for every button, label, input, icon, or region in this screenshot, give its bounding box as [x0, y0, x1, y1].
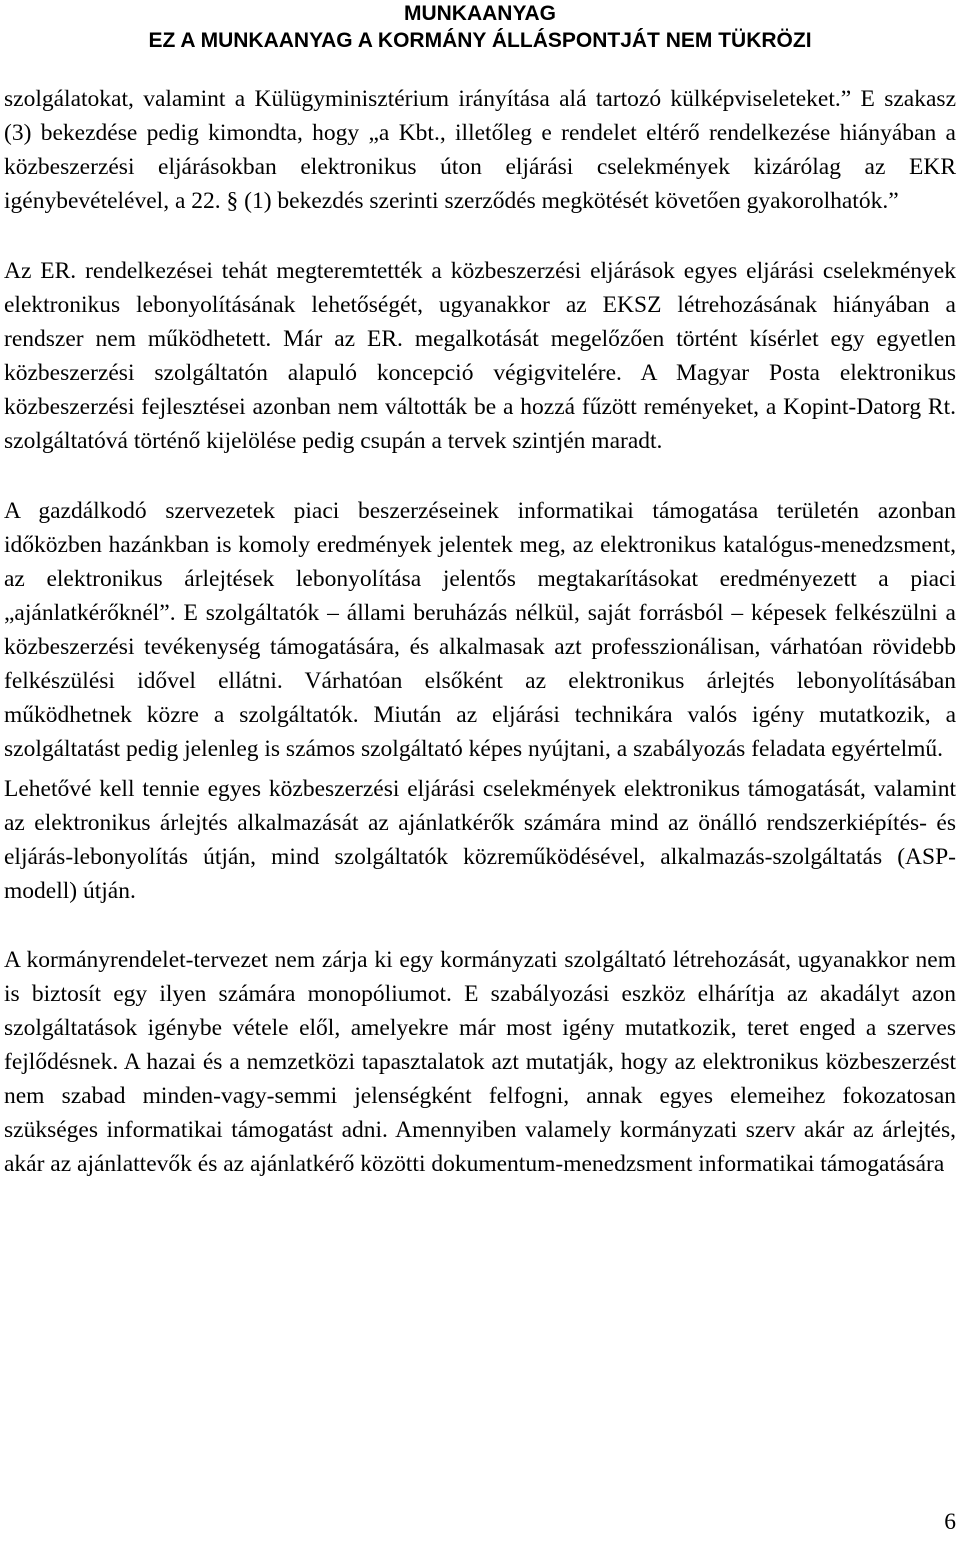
header-disclaimer: EZ A MUNKAANYAG A KORMÁNY ÁLLÁSPONTJÁT NEM TÜKRÖZI	[148, 29, 812, 52]
paragraph-2: Az ER. rendelkezései tehát megteremtették a közbeszerzési eljárások egyes eljárási cselekmények elektronikus lebonyolításának lehetőségét, ugyanakkor az EKSZ létrehozásának hiányában a rendszer nem működhetett. Már az ER. megalkotását megelőzően történt kísérlet egy egyetlen közbeszerzési szolgáltatón alapuló koncepció végigvitelére. A Magyar Posta elektronikus közbeszerzési fejlesztései azonban nem váltották be a hozzá fűzött reményeket, a Kopint-Datorg Rt. szolgáltatóvá történő kijelölése pedig csupán a tervek szintjén maradt.	[4, 258, 956, 454]
page-number: 6	[944, 1509, 956, 1535]
paragraph-4: Lehetővé kell tennie egyes közbeszerzési eljárási cselekmények elektronikus támogatását, valamint az elektronikus árlejtés alkalmazását az ajánlatkérők számára mind az önálló rendszerkiépítés- és eljárás-lebonyolítás útján, mind szolgáltatók közreműködésével, alkalmazás-szolgáltatás (ASP-modell) útján.	[4, 776, 956, 904]
document-body	[4, 82, 956, 1181]
paragraph-5: A kormányrendelet-tervezet nem zárja ki egy kormányzati szolgáltató létrehozását, ugyanakkor nem is biztosít egy ilyen számára monopóliumot. E szabályozási eszköz elhárítja az akadályt azon szolgáltatások igénybe vétele elől, amelyekre már most igény mutatkozik, teret enged a szerves fejlődésnek. A hazai és a nemzetközi tapasztalatok azt mutatják, hogy az elektronikus közbeszerzést nem szabad minden-vagy-semmi jelenségként felfogni, annak egyes elemeihez fokozatosan szükséges informatikai támogatást adni. Amennyiben valamely kormányzati szerv akár az árlejtés, akár az ajánlattevők és az ajánlatkérő közötti dokumentum-menedzsment informatikai támogatására	[4, 947, 956, 1177]
paragraph-1: szolgálatokat, valamint a Külügyminisztérium irányítása alá tartozó külképviseleteket.” E szakasz (3) bekezdése pedig kimondta, hogy „a Kbt., illetőleg e rendelet eltérő rendelkezése hiányában a közbeszerzési eljárásokban elektronikus úton eljárási cselekmények kizárólag az EKR igénybevételével, a 22. § (1) bekezdés szerinti szerződés megkötését követően gyakorolhatók.”	[4, 86, 956, 214]
document-header	[0, 0, 960, 54]
paragraph-3: A gazdálkodó szervezetek piaci beszerzéseinek informatikai támogatása területén azonban időközben hazánkban is komoly eredmények jelentek meg, az elektronikus katalógus-menedzsment, az elektronikus árlejtések lebonyolítása jelentős megtakarításokat eredményezett a piaci „ajánlatkérőknél”. E szolgáltatók – állami beruházás nélkül, saját forrásból – képesek felkészülni a közbeszerzési tevékenység támogatására, és alkalmasak azt professzionálisan, várhatóan rövidebb felkészülési idővel ellátni. Várhatóan elsőként az elektronikus árlejtés lebonyolításában működhetnek közre a szolgáltatók. Miután az eljárási technikára valós igény mutatkozik, a szolgáltatást pedig jelenleg is számos szolgáltató képes nyújtani, a szabályozás feladata egyértelmű.	[4, 498, 956, 762]
header-title: MUNKAANYAG	[403, 2, 557, 25]
